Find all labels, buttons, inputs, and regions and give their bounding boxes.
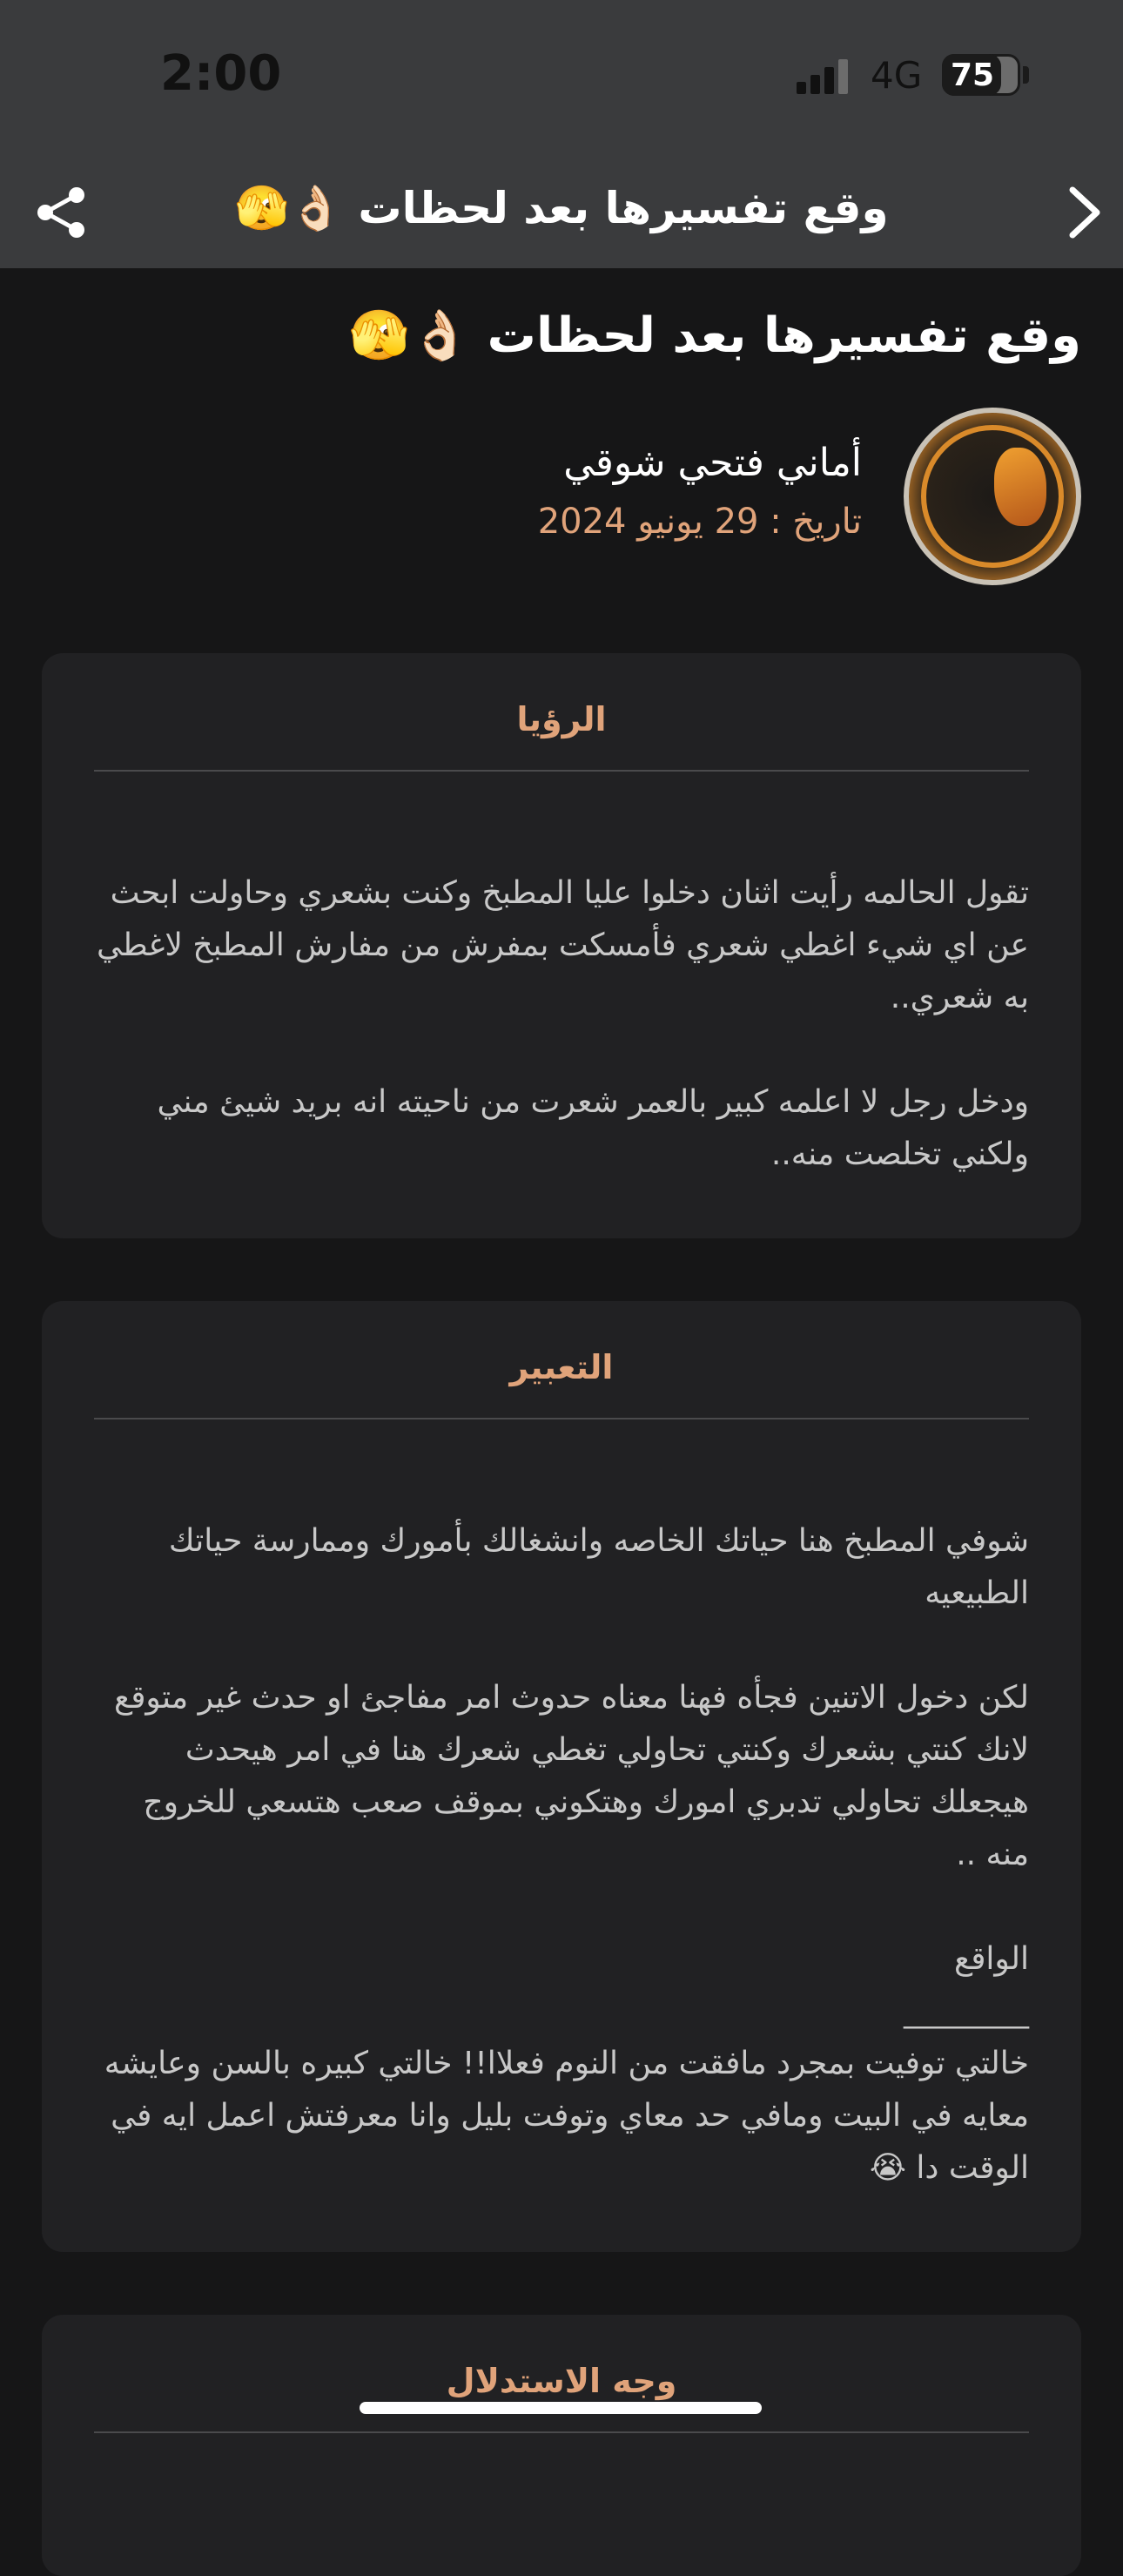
battery-cap	[1023, 66, 1029, 84]
interpretation-header: التعبير	[509, 1348, 614, 1386]
article-title: وقع تفسيرها بعد لحظات 👌🏻🫣	[348, 307, 1081, 364]
evidence-header: وجه الاستدلال	[446, 2362, 677, 2400]
post-date: تاريخ : 29 يونيو 2024	[537, 502, 862, 542]
home-indicator[interactable]	[360, 2402, 762, 2414]
separator-line: ________	[904, 1993, 1029, 2029]
card-divider	[94, 1418, 1029, 1419]
card-divider	[94, 2431, 1029, 2433]
share-icon[interactable]	[33, 185, 89, 240]
battery-level: 75	[942, 54, 1001, 96]
nav-title: وقع تفسيرها بعد لحظات 👌🏻🫣	[234, 183, 889, 233]
interpretation-card	[42, 1301, 1081, 2252]
dream-paragraph: ودخل رجل لا اعلمه كبير بالعمر شعرت من ناحيته انه بريد شيئ مني ولكني تخلصت منه..	[157, 1084, 1029, 1172]
chevron-right-icon[interactable]	[1060, 185, 1109, 240]
dream-paragraph: تقول الحالمه رأيت اثنان دخلوا عليا المطبخ وكنت بشعري وحاولت ابحث عن اي شيء اغطي شعري فأمسكت بمفرش من مفارش المطبخ لاغطي به شعري..	[97, 875, 1029, 1015]
dream-body	[94, 867, 1029, 1181]
tiger-image	[994, 448, 1046, 526]
status-time: 2:00	[160, 45, 282, 102]
reality-label: الواقع	[954, 1941, 1029, 1977]
interpretation-body	[94, 1515, 1029, 2195]
dream-header: الرؤيا	[516, 700, 607, 738]
evidence-card	[42, 2315, 1081, 2576]
author-name[interactable]: أماني فتحي شوقي	[563, 441, 862, 485]
dream-card	[42, 653, 1081, 1238]
network-type: 4G	[871, 54, 923, 97]
interpretation-paragraph: شوفي المطبخ هنا حياتك الخاصه وانشغالك بأمورك وممارسة حياتك الطبيعيه	[168, 1523, 1029, 1611]
card-divider	[94, 770, 1029, 772]
author-avatar[interactable]	[904, 408, 1081, 585]
interpretation-paragraph: خالتي توفيت بمجرد مافقت من النوم فعلاا!! خالتي كبيره بالسن وعايشه معايه في البيت ومافي حد معاي وتوفت بليل وانا معرفتش اعمل ايه في الوقت دا 😭	[104, 2046, 1029, 2186]
interpretation-paragraph: لكن دخول الاتنين فجأه فهنا معناه حدوث امر مفاجئ او حدث غير متوقع لانك كنتي بشعرك وكنتي تحاولي تغطي شعرك هنا في امر هيحدث هيجعلك تحاولي تدبري امورك وهتكوني بموقف صعب هتسعي للخروج منه ..	[114, 1680, 1029, 1872]
status-bar	[0, 0, 1123, 157]
signal-icon	[797, 59, 856, 94]
